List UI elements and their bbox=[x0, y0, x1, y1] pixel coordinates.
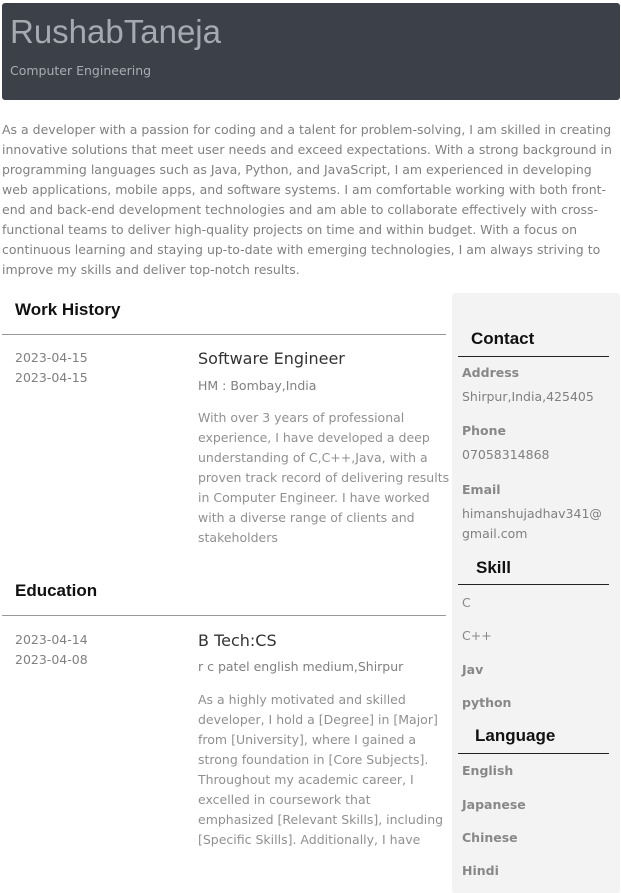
language-item: Japanese bbox=[462, 797, 526, 812]
profile-summary: As a developer with a passion for coding and a talent for problem-solving, I am skilled in creating innovative solutions that meet user needs and exceed expectations. With a strong background in programming languages such as Java, Python, and JavaScript, I am experienced in developing web applications, mobile apps, and software systems. I am comfortable working with both front-end and back-end development technologies and am able to collaborate effectively with cross-functional teams to deliver high-quality projects on time and within budget. With a focus on continuous learning and staying up-to-date with emerging technologies, I am always striving to improve my skills and deliver top-notch results. bbox=[2, 122, 612, 277]
education-end-date: 2023-04-08 bbox=[15, 652, 88, 667]
phone-label: Phone bbox=[462, 423, 507, 438]
language-heading: Language bbox=[475, 726, 556, 745]
contact-divider bbox=[458, 356, 609, 357]
language-divider bbox=[458, 753, 609, 754]
school-name: r c patel english medium,Shirpur bbox=[198, 659, 404, 674]
email-value: himanshujadhav341@gmail.com bbox=[462, 506, 602, 541]
language-item: Chinese bbox=[462, 830, 518, 845]
work-start-date: 2023-04-15 bbox=[15, 350, 88, 365]
job-title: Software Engineer bbox=[198, 349, 345, 368]
skill-item: C++ bbox=[462, 628, 492, 643]
education-heading: Education bbox=[15, 581, 98, 600]
work-history-heading: Work History bbox=[15, 300, 121, 319]
address-label: Address bbox=[462, 365, 520, 380]
language-item: Hindi bbox=[462, 863, 499, 878]
skill-item: C bbox=[462, 595, 471, 610]
resume-header bbox=[2, 3, 620, 100]
education-description: As a highly motivated and skilled developer, I hold a [Degree] in [Major] from [University], where I gained a strong foundation in [Core Subjects]. Throughout my academic career, I excelled in coursework that emphasized [Relevant Skills], including [Specific Skills]. Additionally, I have bbox=[198, 692, 444, 847]
language-item: English bbox=[462, 763, 514, 778]
contact-heading: Contact bbox=[471, 329, 535, 348]
candidate-role: Computer Engineering bbox=[10, 63, 152, 78]
degree-title: B Tech:CS bbox=[198, 631, 277, 650]
education-start-date: 2023-04-14 bbox=[15, 632, 88, 647]
job-description: With over 3 years of professional experience, I have developed a deep understanding of C,C++,Java, with a proven track record of delivering results in Computer Engineer. I have worked with a diverse range of clients and stakeholders bbox=[198, 410, 450, 545]
education-divider bbox=[2, 615, 446, 616]
work-end-date: 2023-04-15 bbox=[15, 370, 88, 385]
email-label: Email bbox=[462, 482, 501, 497]
skill-item: python bbox=[462, 695, 512, 710]
resume-sidebar bbox=[452, 293, 620, 893]
work-history-divider bbox=[2, 334, 446, 335]
address-value: Shirpur,India,425405 bbox=[462, 389, 594, 404]
skill-divider bbox=[458, 584, 609, 585]
skill-heading: Skill bbox=[476, 558, 511, 577]
candidate-name: RushabTaneja bbox=[10, 13, 221, 50]
skill-item: Jav bbox=[462, 662, 484, 677]
job-location: HM : Bombay,India bbox=[198, 378, 317, 393]
phone-value: 07058314868 bbox=[462, 447, 550, 462]
